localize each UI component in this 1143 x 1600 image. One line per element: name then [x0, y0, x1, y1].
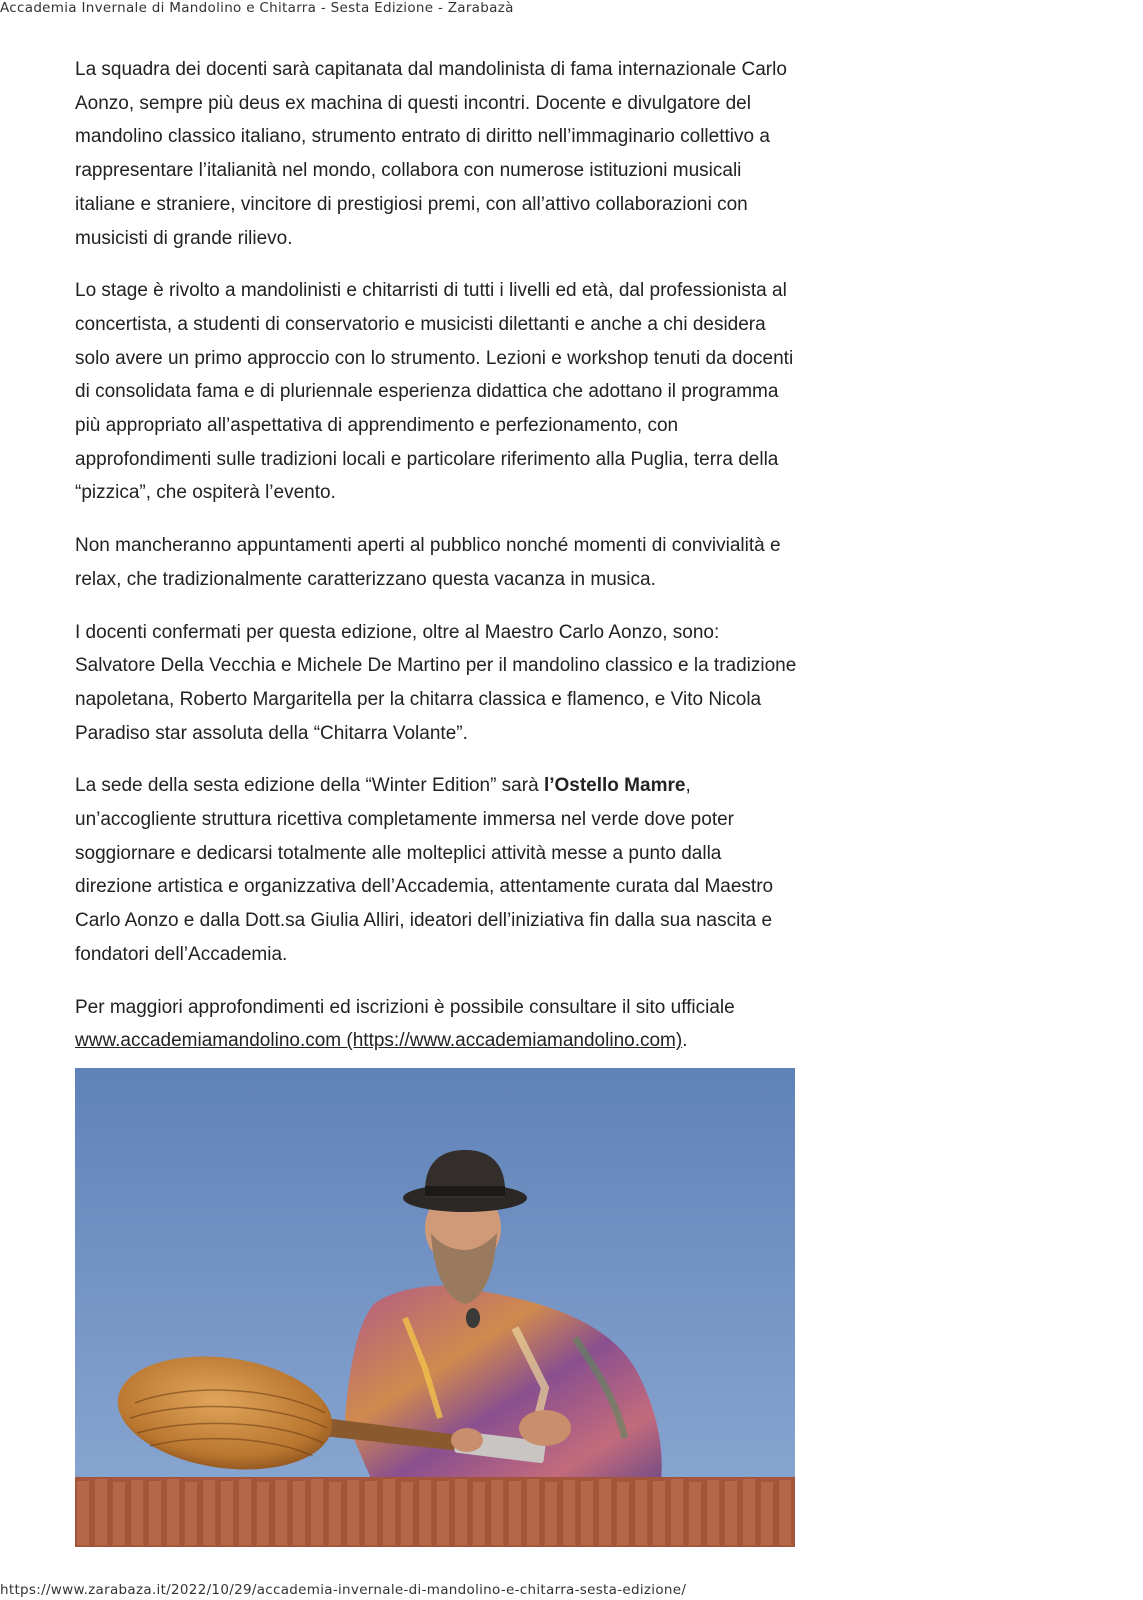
- print-header-title: Accademia Invernale di Mandolino e Chitarra - Sesta Edizione - Zarabazà: [0, 0, 514, 16]
- paragraph-public-events: Non mancheranno appuntamenti aperti al pubblico nonché momenti di convivialità e relax, che tradizionalmente caratterizzano questa vacanza in musica.: [75, 535, 781, 590]
- paragraph-confirmed-teachers: I docenti confermati per questa edizione, oltre al Maestro Carlo Aonzo, sono: Salvatore Della Vecchia e Michele De Martino per il mandolino classico e la tradizione napoletana, Roberto Margaritella per la chitarra classica e flamenco, e Vito Nicola Paradiso star assoluta della “Chitarra Volante”.: [75, 621, 797, 744]
- paragraph-teachers-intro: La squadra dei docenti sarà capitanata dal mandolinista di fama internazionale Carlo Aonzo, sempre più deus ex machina di questi incontri. Docente e divulgatore del mandolino classico italiano, strumento entrato di diritto nell’immaginario collettivo a rappresentare l’italianità nel mondo, collabora con numerose istituzioni musicali italiane e straniere, vincitore di prestigiosi premi, con all’attivo collaborazioni con musicisti di grande rilievo.: [75, 59, 787, 249]
- venue-text-after: , un’accogliente struttura ricettiva completamente immersa nel verde dove poter soggiornare e dedicarsi totalmente alle molteplici attività messe a punto dalla direzione artistica e organizzativa dell’Accademia, attentamente curata dal Maestro Carlo Aonzo e dalla Dott.sa Giulia Alliri, ideatori dell’iniziativa fin dalla sua nascita e fondatori dell’Accademia.: [75, 775, 774, 965]
- info-text-after: .: [682, 1030, 688, 1052]
- article-photo: [75, 1068, 795, 1547]
- article-body: [75, 53, 799, 1077]
- venue-name: l’Ostello Mamre: [543, 775, 686, 797]
- paragraph-info-link: [75, 991, 799, 1058]
- venue-text-before: La sede della sesta edizione della “Winter Edition” sarà: [75, 775, 544, 797]
- photo-illustration: [75, 1068, 795, 1547]
- paragraph-venue: [75, 769, 799, 971]
- brick-wall: [75, 1477, 795, 1547]
- print-footer-url: https://www.zarabaza.it/2022/10/29/accademia-invernale-di-mandolino-e-chitarra-sesta-edizione/: [0, 1582, 687, 1598]
- paragraph-stage-description: Lo stage è rivolto a mandolinisti e chitarristi di tutti i livelli ed età, dal professionista al concertista, a studenti di conservatorio e musicisti dilettanti e anche a chi desidera solo avere un primo approccio con lo strumento. Lezioni e workshop tenuti da docenti di consolidata fama e di pluriennale esperienza didattica che adottano il programma più appropriato all’aspettativa di apprendimento e perfezionamento, con approfondimenti sulle tradizioni locali e particolare riferimento alla Puglia, terra della “pizzica”, che ospiterà l’evento.: [75, 280, 794, 504]
- info-text-before: Per maggiori approfondimenti ed iscrizioni è possibile consultare il sito ufficiale: [75, 996, 735, 1018]
- official-site-link[interactable]: www.accademiamandolino.com (https://www.accademiamandolino.com): [75, 1030, 683, 1052]
